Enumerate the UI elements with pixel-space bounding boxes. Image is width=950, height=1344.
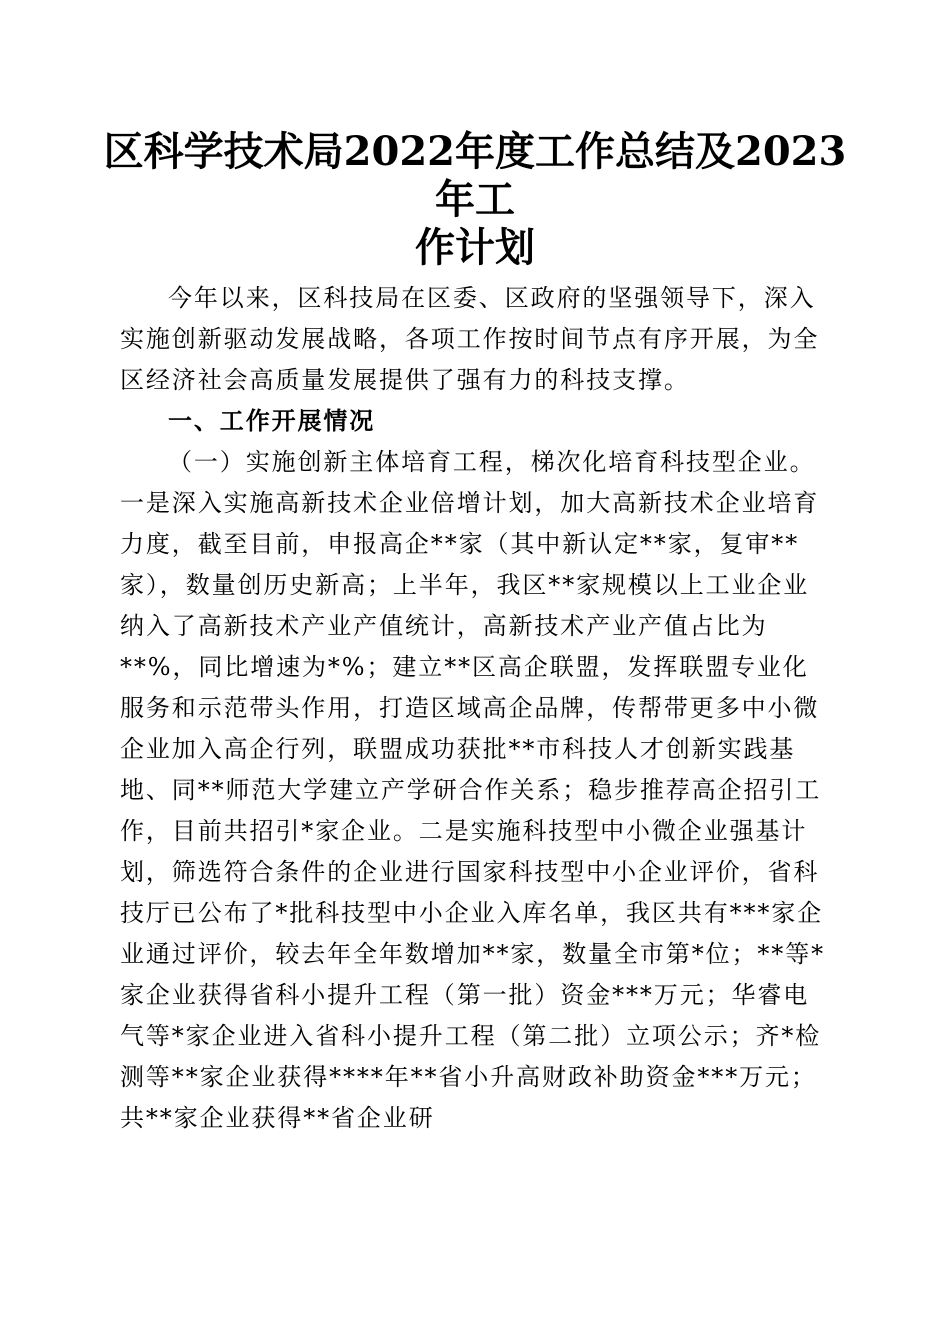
- subsection-body: 一是深入实施高新技术企业倍增计划，加大高新技术企业培育力度，截至目前，申报高企**家（其中新认定**家，复审**家），数量创历史新高；上半年，我区**家规模以上工业企业纳入了高新技术产业产值统计，高新技术产业产值占比为**%，同比增速为*%；建立**区高企联盟，发挥联盟专业化服务和示范带头作用，打造区域高企品牌，传帮带更多中小微企业加入高企行列，联盟成功获批**市科技人才创新实践基地、同**师范大学建立产学研合作关系；稳步推荐高企招引工作，目前共招引*家企业。二是实施科技型中小微企业强基计划，筛选符合条件的企业进行国家科技型中小企业评价，省科技厅已公布了*批科技型中小企业入库名单，我区共有***家企业通过评价，较去年全年数增加**家，数量全市第*位；**等*家企业获得省科小提升工程（第一批）资金***万元；华睿电气等*家企业进入省科小提升工程（第二批）立项公示；齐*检测等**家企业获得****年**省小升高财政补助资金***万元；共**家企业获得**省企业研: [120, 489, 825, 1132]
- document-body: [120, 278, 830, 1139]
- subsection-heading: （一）实施创新主体培育工程，梯次化培育科技型企业。: [168, 448, 816, 476]
- subsection-paragraph: [120, 442, 830, 1139]
- document-title: [100, 128, 850, 272]
- section-heading: 一、工作开展情况: [168, 407, 376, 435]
- intro-paragraph: 今年以来，区科技局在区委、区政府的坚强领导下，深入实施创新驱动发展战略，各项工作按时间节点有序开展，为全区经济社会高质量发展提供了强有力的科技支撑。: [120, 284, 820, 394]
- title-line-2: 作计划: [415, 224, 535, 271]
- title-line-1: 区科学技术局2022年度工作总结及2023年工: [103, 128, 847, 223]
